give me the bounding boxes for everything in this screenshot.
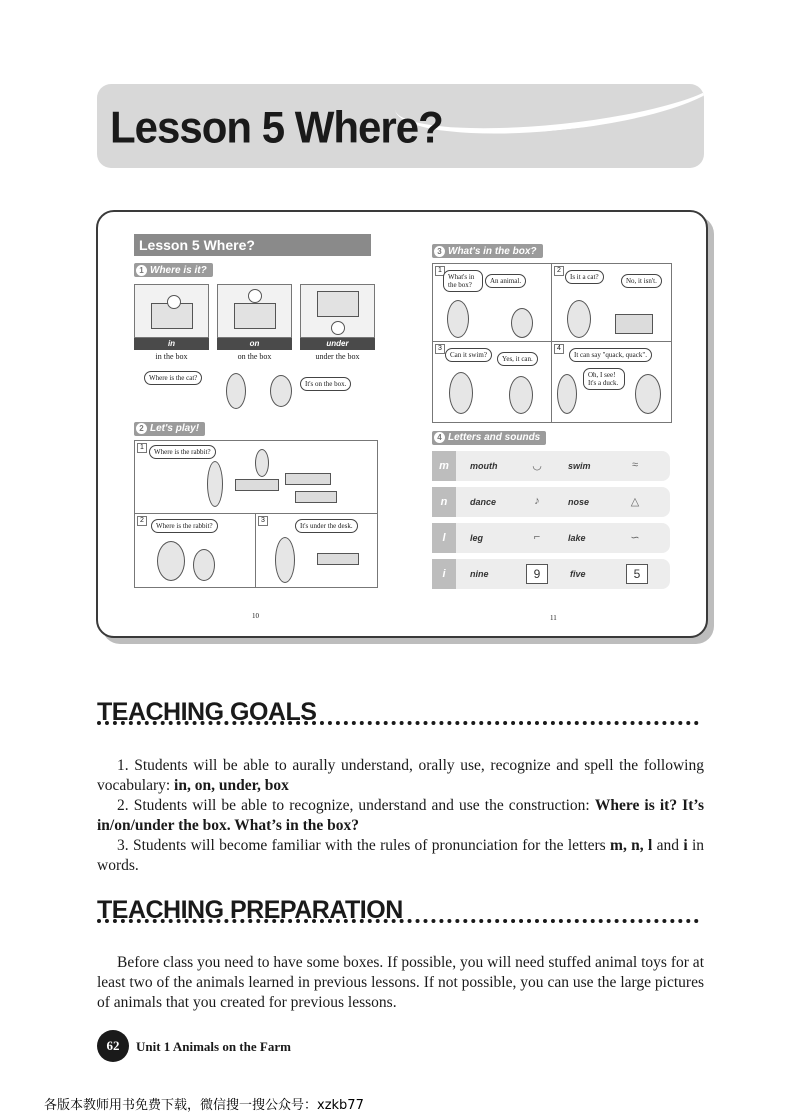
section-header-whats-in-the-box: 3 What's in the box? bbox=[432, 244, 543, 258]
speech-bubble: No, it isn't. bbox=[621, 274, 662, 288]
speech-bubble: What's in the box? bbox=[443, 270, 483, 292]
child-figure bbox=[255, 449, 269, 477]
speech-bubble: It can say "quack, quack". bbox=[569, 348, 652, 362]
box-under-picture bbox=[300, 284, 375, 338]
section-header-lets-play: 2 Let's play! bbox=[134, 422, 205, 436]
box-under: under under the box bbox=[300, 284, 375, 361]
child-figure bbox=[157, 541, 185, 581]
child-figure bbox=[557, 374, 577, 414]
box-in: in in the box bbox=[134, 284, 209, 361]
teaching-goals-heading: TEACHING GOALS bbox=[97, 698, 317, 726]
number-five-box: 5 bbox=[626, 564, 648, 584]
speech-bubble: An animal. bbox=[485, 274, 526, 288]
leg-icon: ⌐ bbox=[533, 531, 541, 543]
child-figure bbox=[449, 372, 473, 414]
speech-bubble: Where is the rabbit? bbox=[149, 445, 216, 459]
speech-bubble: Yes, it can. bbox=[497, 352, 538, 366]
number-nine-box: 9 bbox=[526, 564, 548, 584]
desk bbox=[317, 553, 359, 565]
textbook-left-page bbox=[134, 234, 376, 588]
right-page-number: 11 bbox=[550, 614, 557, 622]
lake-icon: ∽ bbox=[630, 532, 640, 544]
speech-bubble: Is it a cat? bbox=[565, 270, 604, 284]
nose-icon: △ bbox=[630, 496, 640, 508]
letters-row-n: n dance ♪ nose △ bbox=[432, 487, 670, 517]
textbook-preview bbox=[96, 210, 708, 638]
letters-row-l: l leg ⌐ lake ∽ bbox=[432, 523, 670, 553]
teaching-preparation-heading: TEACHING PREPARATION bbox=[97, 896, 403, 924]
child-figure bbox=[511, 308, 533, 338]
child-figure bbox=[447, 300, 469, 338]
unit-title: Unit 1 Animals on the Farm bbox=[136, 1039, 291, 1054]
box-on-picture bbox=[217, 284, 292, 338]
comic-panels: 1 What's in the box? An animal. 2 Is it a cat? No, it isn't. 3 Can it swim? Yes, it can. It can say "quack, quack". Oh, I see! It's a duck. 4 bbox=[432, 263, 672, 423]
lesson-strip: Lesson 5 Where? bbox=[134, 234, 371, 256]
lesson-title: Lesson 5 Where? bbox=[110, 102, 443, 153]
letters-row-i: i nine 9 five 5 bbox=[432, 559, 670, 589]
speech-bubble: It's under the desk. bbox=[295, 519, 358, 533]
textbook-right-page bbox=[432, 234, 672, 589]
child-figure bbox=[270, 375, 292, 407]
speech-bubble: Oh, I see! It's a duck. bbox=[583, 368, 625, 390]
page-number-badge: 62 bbox=[97, 1030, 129, 1062]
child-figure bbox=[275, 537, 295, 583]
mouth-icon: ◡ bbox=[532, 460, 542, 472]
teaching-preparation-text: Before class you need to have some boxes. If possible, you will need stuffed animal toys for at least two of the animals learned in previous lessons. If not possible, you can use the large pictures of animals that you created for previous lessons. bbox=[97, 954, 704, 1011]
monkey-figure bbox=[226, 373, 246, 409]
watermark-text: 各版本教师用书免费下载，微信搜一搜公众号：xzkb77 bbox=[44, 1098, 364, 1113]
desk bbox=[295, 491, 337, 503]
preposition-boxes bbox=[134, 284, 376, 361]
box bbox=[615, 314, 653, 334]
box-on: on on the box bbox=[217, 284, 292, 361]
child-figure bbox=[509, 376, 533, 414]
child-figure bbox=[193, 549, 215, 581]
speech-bubble: Where is the cat? bbox=[144, 371, 202, 385]
goal-item: 3. Students will become familiar with the rules of pronunciation for the letters m, n, l and i in words. bbox=[97, 837, 705, 874]
section-header-letters-and-sounds: 4 Letters and sounds bbox=[432, 431, 546, 445]
desk bbox=[285, 473, 331, 485]
desk bbox=[235, 479, 279, 491]
goal-item: 2. Students will be able to recognize, understand and use the construction: Where is it? It’s in/on/under the box. What’s in the box? bbox=[97, 797, 704, 834]
heading-underline bbox=[97, 721, 699, 725]
section-header-where-is-it: 1 Where is it? bbox=[134, 263, 213, 277]
child-figure bbox=[567, 300, 591, 338]
speech-bubble: Can it swim? bbox=[445, 348, 492, 362]
letters-row-m: m mouth ◡ swim ≈ bbox=[432, 451, 670, 481]
teaching-goals-list bbox=[97, 756, 704, 876]
rabbit-figure bbox=[207, 461, 223, 507]
speech-bubble: Where is the rabbit? bbox=[151, 519, 218, 533]
left-page-number: 10 bbox=[252, 612, 259, 620]
goal-item: 1. Students will be able to aurally understand, orally use, recognize and spell the following vocabulary: in, on, under, box bbox=[97, 757, 704, 794]
box-in-picture bbox=[134, 284, 209, 338]
speech-bubble: It's on the box. bbox=[300, 377, 351, 391]
dialogue-where-is-cat bbox=[134, 365, 376, 415]
dancer-icon: ♪ bbox=[534, 495, 540, 507]
duck-figure bbox=[635, 374, 661, 414]
heading-underline bbox=[97, 919, 699, 923]
lets-play-panel: 1 Where is the rabbit? 2 Where is the rabbit? 3 It's under the desk. bbox=[134, 440, 378, 588]
swimmer-icon: ≈ bbox=[631, 459, 639, 471]
